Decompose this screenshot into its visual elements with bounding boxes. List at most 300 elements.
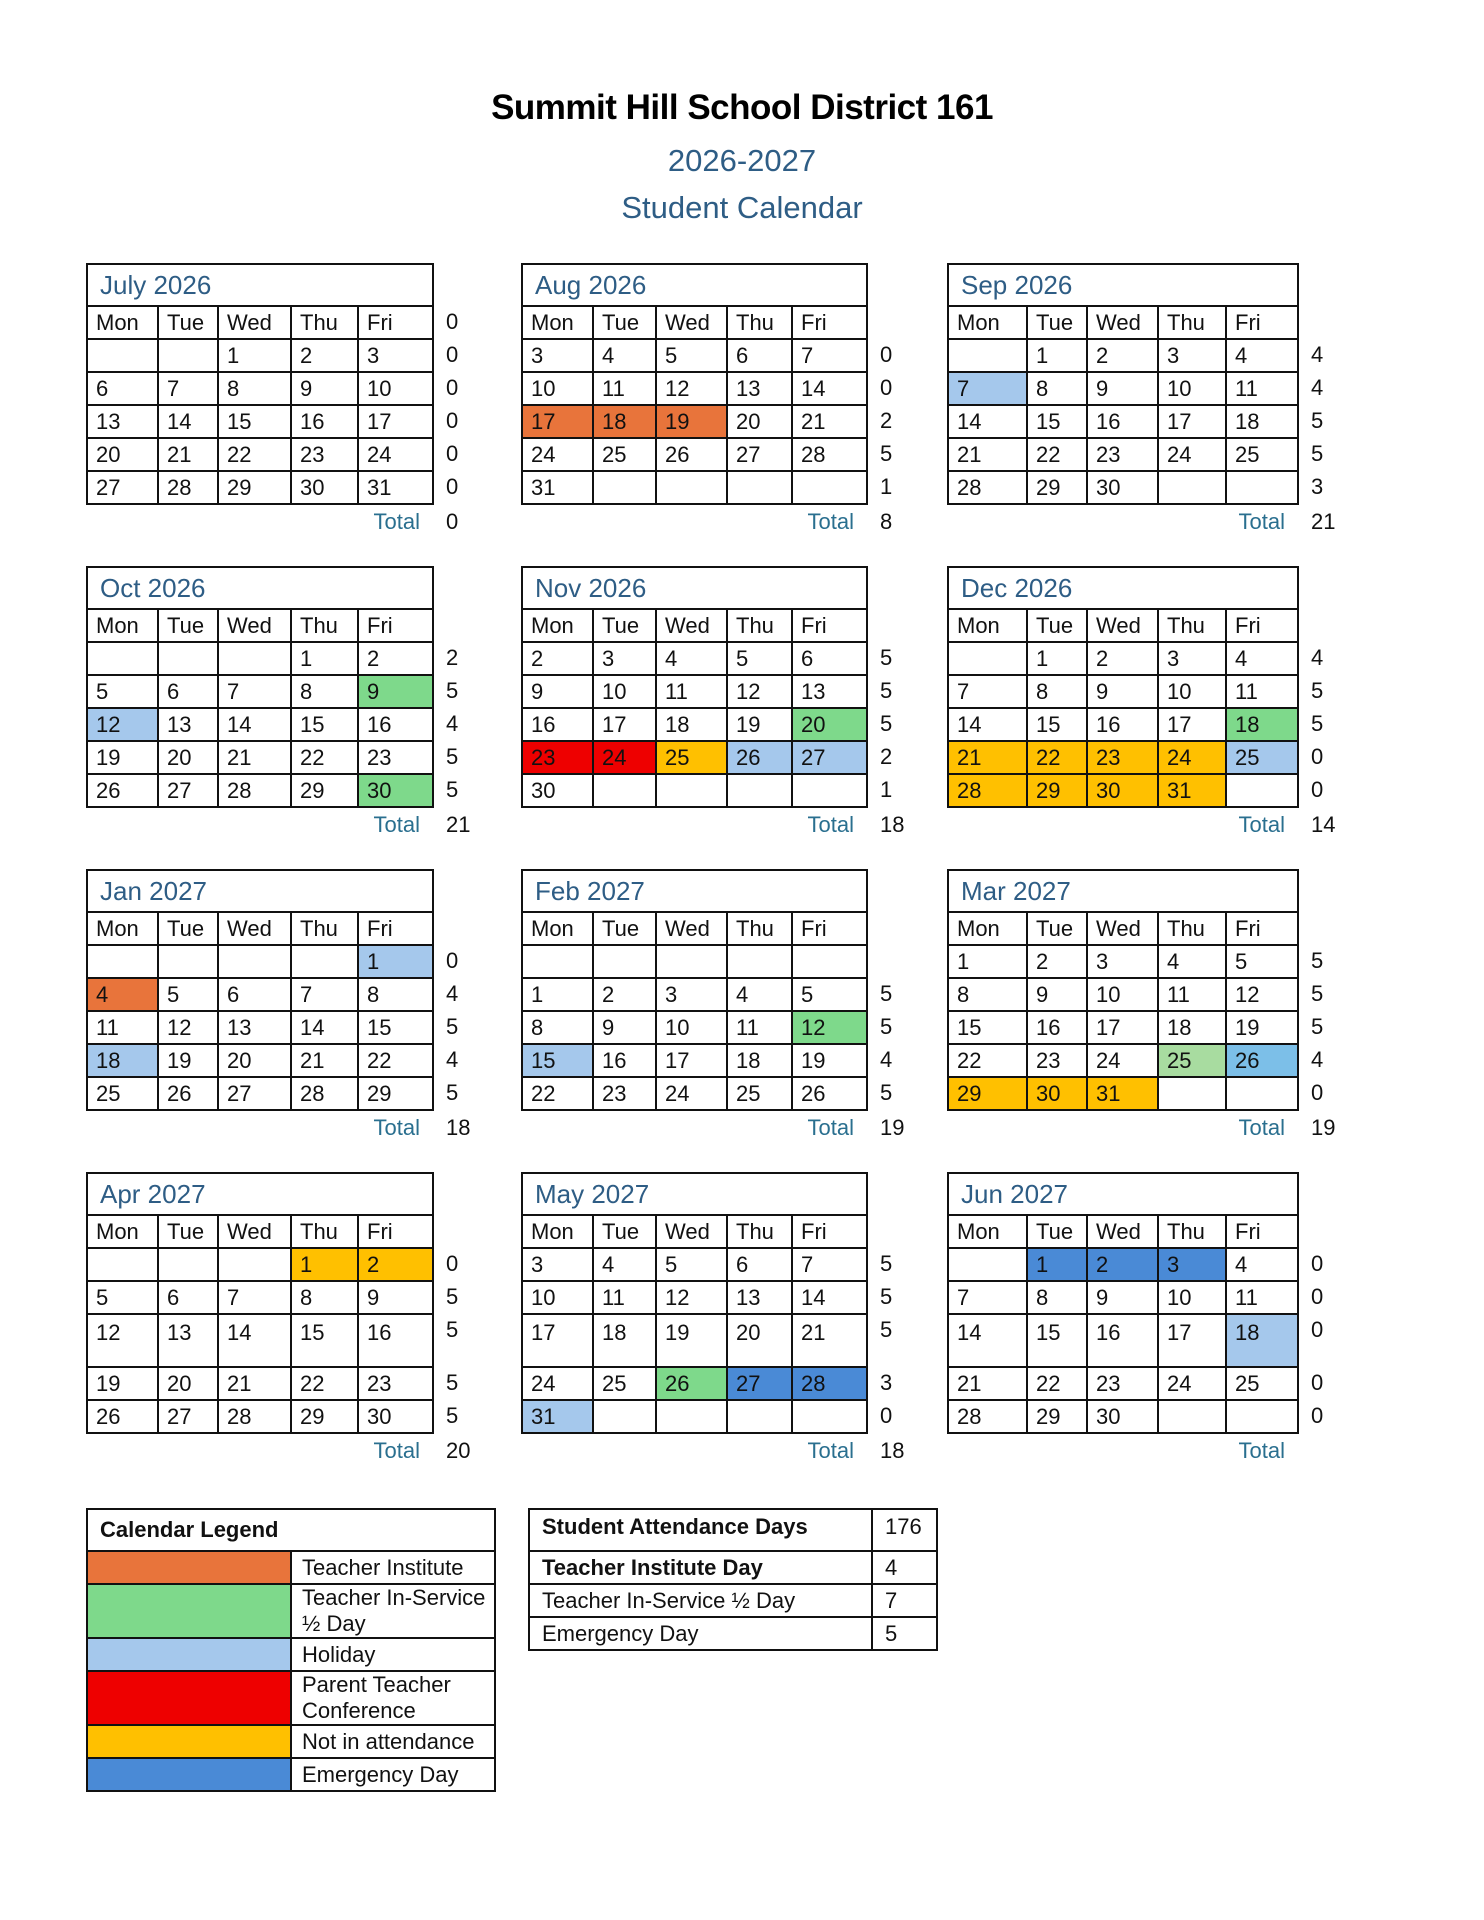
day-cell: 14 (218, 708, 291, 741)
weekday-header: Mon (87, 912, 158, 945)
day-cell: 26 (87, 774, 158, 807)
day-cell: 6 (218, 978, 291, 1011)
day-cell (158, 339, 218, 372)
week-count: 5 (1311, 408, 1324, 433)
week-row (522, 675, 867, 708)
month-calendar (521, 1172, 905, 1463)
weekday-header: Mon (87, 306, 158, 339)
day-cell: 9 (1087, 372, 1158, 405)
day-cell: 14 (792, 1281, 867, 1314)
day-cell: 8 (522, 1011, 593, 1044)
day-cell: 29 (1027, 471, 1087, 504)
header-count (880, 911, 920, 944)
day-cell: 23 (358, 1367, 433, 1400)
summary-value: 7 (872, 1584, 937, 1617)
month-calendar (521, 869, 905, 1140)
day-cell: 29 (358, 1077, 433, 1110)
day-cell: 27 (158, 774, 218, 807)
day-cell (727, 774, 792, 807)
day-cell: 20 (218, 1044, 291, 1077)
week-row (522, 372, 867, 405)
day-cell: 11 (593, 1281, 656, 1314)
week-counts (446, 608, 486, 806)
total-value: 20 (446, 1438, 471, 1463)
week-count: 0 (446, 342, 459, 367)
month-total (947, 505, 1357, 538)
week-count: 5 (446, 1317, 459, 1342)
day-cell: 27 (727, 1367, 792, 1400)
day-cell: 12 (87, 1314, 158, 1367)
weekday-header: Fri (792, 912, 867, 945)
weekday-header: Mon (522, 912, 593, 945)
week-row (522, 1400, 867, 1433)
summary-label: Teacher In-Service ½ Day (529, 1584, 872, 1617)
day-cell: 13 (792, 675, 867, 708)
day-cell (1226, 774, 1298, 807)
weekday-header: Fri (358, 306, 433, 339)
day-cell: 25 (593, 438, 656, 471)
week-count: 1 (880, 474, 893, 499)
week-row (948, 372, 1298, 405)
day-cell: 29 (1027, 774, 1087, 807)
day-cell: 28 (948, 1400, 1027, 1433)
week-row (522, 1011, 867, 1044)
day-cell: 21 (948, 741, 1027, 774)
week-row (522, 405, 867, 438)
day-cell: 3 (522, 1248, 593, 1281)
day-cell: 3 (1087, 945, 1158, 978)
day-cell: 23 (1087, 438, 1158, 471)
weekday-header: Wed (218, 1215, 291, 1248)
day-cell: 22 (1027, 438, 1087, 471)
month-total (86, 1111, 492, 1144)
day-cell: 8 (948, 978, 1027, 1011)
month-title: Jan 2027 (87, 870, 433, 912)
week-counts (1311, 608, 1351, 806)
day-cell (727, 945, 792, 978)
month-total (521, 1111, 926, 1144)
week-count: 5 (446, 744, 459, 769)
header-count: 0 (446, 309, 459, 334)
week-row (87, 1011, 433, 1044)
month-title: July 2026 (87, 264, 433, 306)
month-calendar (947, 869, 1336, 1140)
day-cell (656, 945, 727, 978)
day-cell: 19 (1226, 1011, 1298, 1044)
day-cell: 17 (1158, 1314, 1226, 1367)
day-cell: 11 (593, 372, 656, 405)
day-cell: 19 (727, 708, 792, 741)
week-count: 5 (446, 678, 459, 703)
total-label: Total (373, 1438, 420, 1463)
day-cell: 11 (1158, 978, 1226, 1011)
week-count: 5 (880, 441, 893, 466)
weekday-header: Fri (1226, 306, 1298, 339)
week-row (948, 471, 1298, 504)
week-count: 5 (880, 711, 893, 736)
day-cell: 30 (1087, 774, 1158, 807)
day-cell: 16 (291, 405, 358, 438)
week-count (880, 944, 920, 977)
day-cell: 12 (792, 1011, 867, 1044)
week-row (87, 372, 433, 405)
day-cell: 3 (1158, 1248, 1226, 1281)
day-cell: 2 (522, 642, 593, 675)
weekday-header: Thu (1158, 1215, 1226, 1248)
day-cell: 17 (522, 405, 593, 438)
month-title: May 2027 (522, 1173, 867, 1215)
week-count: 5 (446, 777, 459, 802)
day-cell: 22 (1027, 1367, 1087, 1400)
day-cell: 16 (522, 708, 593, 741)
day-cell: 15 (522, 1044, 593, 1077)
week-count: 4 (446, 981, 459, 1006)
day-cell: 10 (1158, 372, 1226, 405)
weekday-header: Fri (358, 912, 433, 945)
day-cell (792, 471, 867, 504)
day-cell: 22 (948, 1044, 1027, 1077)
day-cell: 8 (218, 372, 291, 405)
weekday-header: Fri (792, 1215, 867, 1248)
day-cell: 1 (1027, 1248, 1087, 1281)
day-cell: 19 (158, 1044, 218, 1077)
week-count: 4 (1311, 1047, 1324, 1072)
day-cell: 17 (1158, 405, 1226, 438)
day-cell: 2 (358, 642, 433, 675)
week-count: 5 (880, 1251, 893, 1276)
weekday-header: Thu (727, 1215, 792, 1248)
day-cell: 9 (291, 372, 358, 405)
day-cell: 1 (218, 339, 291, 372)
weekday-header: Wed (656, 609, 727, 642)
day-cell: 23 (593, 1077, 656, 1110)
month-title: Aug 2026 (522, 264, 867, 306)
day-cell: 11 (1226, 675, 1298, 708)
week-row (522, 1077, 867, 1110)
week-count: 2 (880, 408, 893, 433)
day-cell: 14 (158, 405, 218, 438)
week-count: 0 (1311, 777, 1324, 802)
week-count: 5 (1311, 441, 1324, 466)
day-cell: 1 (291, 1248, 358, 1281)
week-counts (880, 1214, 920, 1432)
day-cell: 7 (792, 339, 867, 372)
day-cell: 7 (158, 372, 218, 405)
day-cell: 21 (158, 438, 218, 471)
week-count: 2 (880, 744, 893, 769)
day-cell: 11 (1226, 372, 1298, 405)
day-cell: 8 (1027, 675, 1087, 708)
day-cell: 13 (158, 708, 218, 741)
week-row (522, 1281, 867, 1314)
day-cell (656, 1400, 727, 1433)
day-cell: 21 (291, 1044, 358, 1077)
day-cell: 27 (158, 1400, 218, 1433)
legend-label: Teacher In-Service ½ Day (291, 1584, 495, 1638)
week-row (948, 1077, 1298, 1110)
day-cell: 16 (1087, 708, 1158, 741)
day-cell: 19 (87, 1367, 158, 1400)
legend-swatch (87, 1551, 291, 1584)
day-cell: 10 (1158, 675, 1226, 708)
legend-label: Parent Teacher Conference (291, 1671, 495, 1725)
week-count: 0 (1311, 1284, 1324, 1309)
day-cell: 22 (1027, 741, 1087, 774)
day-cell (158, 1248, 218, 1281)
week-counts (1311, 1214, 1351, 1432)
week-row (87, 675, 433, 708)
day-cell: 29 (1027, 1400, 1087, 1433)
week-count: 0 (1311, 744, 1324, 769)
day-cell: 1 (522, 978, 593, 1011)
day-cell (1226, 471, 1298, 504)
week-count: 0 (446, 474, 459, 499)
month-total (86, 1434, 492, 1467)
day-cell: 3 (593, 642, 656, 675)
day-cell: 1 (291, 642, 358, 675)
week-count: 0 (1311, 1080, 1324, 1105)
week-row (948, 642, 1298, 675)
day-cell: 29 (291, 1400, 358, 1433)
weekday-header: Wed (218, 609, 291, 642)
header-count (446, 911, 486, 944)
month-calendar (86, 1172, 471, 1463)
month-title: Feb 2027 (522, 870, 867, 912)
day-cell: 2 (1087, 339, 1158, 372)
day-cell: 2 (1087, 642, 1158, 675)
day-cell (158, 642, 218, 675)
day-cell: 13 (727, 1281, 792, 1314)
week-row (522, 774, 867, 807)
weekday-header: Fri (1226, 609, 1298, 642)
week-count: 5 (880, 645, 893, 670)
day-cell: 26 (87, 1400, 158, 1433)
month-total (521, 1434, 926, 1467)
weekday-header: Wed (218, 306, 291, 339)
day-cell: 17 (1087, 1011, 1158, 1044)
total-label: Total (807, 509, 854, 534)
day-cell: 16 (1027, 1011, 1087, 1044)
day-cell: 14 (948, 708, 1027, 741)
week-row (87, 438, 433, 471)
day-cell: 22 (291, 741, 358, 774)
day-cell: 25 (727, 1077, 792, 1110)
weekday-header: Mon (87, 1215, 158, 1248)
day-cell: 9 (1027, 978, 1087, 1011)
day-cell: 6 (87, 372, 158, 405)
week-row (87, 1044, 433, 1077)
week-count: 5 (446, 1284, 459, 1309)
day-cell: 17 (656, 1044, 727, 1077)
day-cell: 6 (727, 1248, 792, 1281)
week-row (522, 438, 867, 471)
week-count: 1 (880, 777, 893, 802)
week-count: 4 (1311, 342, 1324, 367)
day-cell: 26 (656, 1367, 727, 1400)
month-title: Dec 2026 (948, 567, 1298, 609)
day-cell (87, 339, 158, 372)
month-total (521, 808, 926, 841)
day-cell: 11 (727, 1011, 792, 1044)
day-cell: 30 (1087, 1400, 1158, 1433)
week-row (87, 1281, 433, 1314)
weekday-header: Mon (948, 912, 1027, 945)
day-cell: 31 (1158, 774, 1226, 807)
day-cell: 1 (1027, 339, 1087, 372)
week-counts (1311, 305, 1351, 503)
week-count: 4 (880, 1047, 893, 1072)
day-cell (1226, 1400, 1298, 1433)
day-cell: 24 (656, 1077, 727, 1110)
day-cell (1226, 1077, 1298, 1110)
day-cell: 23 (1027, 1044, 1087, 1077)
day-cell (593, 945, 656, 978)
week-count: 5 (1311, 948, 1324, 973)
header-count (1311, 911, 1351, 944)
day-cell: 28 (218, 774, 291, 807)
day-cell: 25 (656, 741, 727, 774)
day-cell: 19 (656, 1314, 727, 1367)
day-cell: 6 (727, 339, 792, 372)
day-cell: 22 (522, 1077, 593, 1110)
header-count (880, 305, 920, 338)
week-count: 0 (446, 375, 459, 400)
weekday-header: Tue (158, 912, 218, 945)
month-title: Nov 2026 (522, 567, 867, 609)
day-cell: 26 (727, 741, 792, 774)
day-cell: 24 (358, 438, 433, 471)
day-cell: 28 (792, 438, 867, 471)
week-count: 0 (1311, 1403, 1324, 1428)
weekday-header: Tue (593, 1215, 656, 1248)
day-cell: 8 (291, 675, 358, 708)
legend-swatch (87, 1758, 291, 1791)
weekday-header: Tue (158, 1215, 218, 1248)
day-cell: 21 (948, 438, 1027, 471)
day-cell: 24 (1158, 741, 1226, 774)
day-cell: 15 (1027, 405, 1087, 438)
day-cell: 2 (291, 339, 358, 372)
weekday-header: Wed (1087, 609, 1158, 642)
day-cell: 11 (1226, 1281, 1298, 1314)
weekday-header: Tue (1027, 306, 1087, 339)
day-cell: 15 (218, 405, 291, 438)
day-cell: 7 (948, 675, 1027, 708)
day-cell: 23 (1087, 741, 1158, 774)
week-count: 5 (1311, 1014, 1324, 1039)
day-cell: 1 (1027, 642, 1087, 675)
day-cell (218, 642, 291, 675)
total-value: 0 (446, 509, 459, 534)
week-row (948, 708, 1298, 741)
day-cell: 10 (522, 1281, 593, 1314)
month-calendar (86, 869, 471, 1140)
month-total (521, 505, 926, 538)
weekday-header: Thu (291, 1215, 358, 1248)
day-cell: 19 (792, 1044, 867, 1077)
week-row (87, 978, 433, 1011)
week-row (948, 405, 1298, 438)
day-cell: 2 (593, 978, 656, 1011)
week-row (948, 1281, 1298, 1314)
day-cell: 16 (358, 708, 433, 741)
day-cell: 27 (87, 471, 158, 504)
weekday-header: Tue (1027, 609, 1087, 642)
day-cell: 9 (358, 1281, 433, 1314)
day-cell: 4 (1226, 642, 1298, 675)
week-counts (446, 305, 486, 503)
day-cell: 13 (158, 1314, 218, 1367)
day-cell (656, 774, 727, 807)
day-cell: 14 (218, 1314, 291, 1367)
day-cell: 26 (792, 1077, 867, 1110)
legend-swatch (87, 1584, 291, 1638)
week-row (948, 1044, 1298, 1077)
weekday-header: Thu (1158, 912, 1226, 945)
weekday-header: Mon (522, 306, 593, 339)
day-cell: 22 (291, 1367, 358, 1400)
day-cell (593, 774, 656, 807)
summary-label: Teacher Institute Day (529, 1551, 872, 1584)
day-cell (727, 471, 792, 504)
day-cell: 13 (87, 405, 158, 438)
day-cell: 13 (727, 372, 792, 405)
day-cell (948, 642, 1027, 675)
day-cell: 8 (1027, 372, 1087, 405)
total-label: Total (373, 509, 420, 534)
day-cell: 25 (1226, 1367, 1298, 1400)
day-cell: 20 (727, 405, 792, 438)
day-cell (1158, 1077, 1226, 1110)
week-row (87, 642, 433, 675)
weekday-header: Fri (792, 306, 867, 339)
month-total (947, 1434, 1357, 1467)
day-cell (656, 471, 727, 504)
day-cell: 10 (656, 1011, 727, 1044)
day-cell: 5 (1226, 945, 1298, 978)
day-cell: 29 (218, 471, 291, 504)
day-cell: 8 (291, 1281, 358, 1314)
day-cell (792, 945, 867, 978)
day-cell: 30 (291, 471, 358, 504)
day-cell (1158, 1400, 1226, 1433)
month-title: Mar 2027 (948, 870, 1298, 912)
weekday-header: Fri (1226, 1215, 1298, 1248)
month-calendar (947, 566, 1336, 837)
summary-label: Student Attendance Days (529, 1509, 872, 1551)
day-cell: 2 (358, 1248, 433, 1281)
month-calendar (947, 1172, 1324, 1463)
day-cell: 28 (948, 471, 1027, 504)
total-label: Total (1238, 509, 1285, 534)
week-row (522, 945, 867, 978)
summary-row (529, 1617, 937, 1650)
day-cell (158, 945, 218, 978)
month-calendar (947, 263, 1336, 534)
day-cell: 2 (1087, 1248, 1158, 1281)
day-cell: 11 (656, 675, 727, 708)
day-cell: 23 (291, 438, 358, 471)
day-cell: 10 (593, 675, 656, 708)
day-cell: 3 (656, 978, 727, 1011)
week-row (948, 1400, 1298, 1433)
day-cell: 20 (87, 438, 158, 471)
weekday-header: Tue (158, 306, 218, 339)
week-row (948, 438, 1298, 471)
week-row (948, 1314, 1298, 1367)
week-count: 4 (446, 711, 459, 736)
legend-label: Holiday (291, 1638, 495, 1671)
